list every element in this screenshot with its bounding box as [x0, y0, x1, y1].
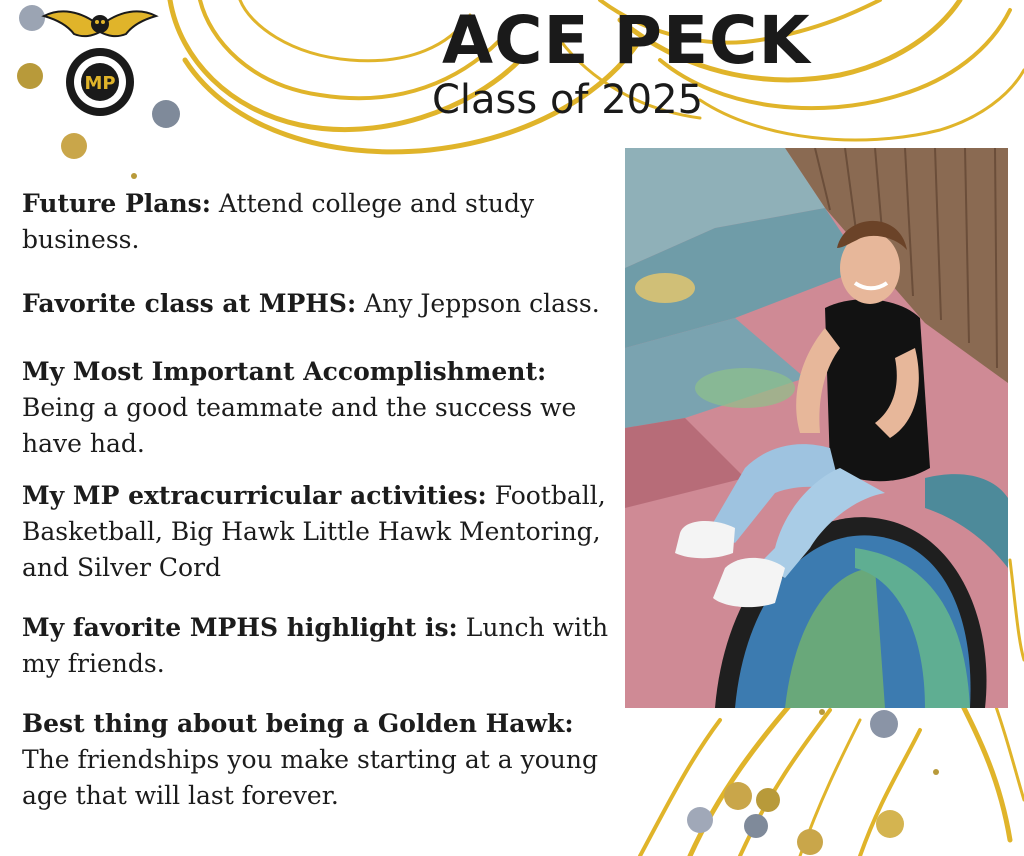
student-photo: [625, 148, 1008, 708]
qa-answer: The friendships you make starting at a young age that will last forever.: [22, 745, 599, 810]
header: [0, 0, 1024, 140]
qa-favorite-class: [22, 286, 622, 322]
qa-answer: Lunch with my friends.: [22, 613, 609, 678]
qa-answer: Attend college and study business.: [22, 189, 535, 254]
qa-question: My favorite MPHS highlight is:: [22, 613, 458, 642]
qa-answer: Any Jeppson class.: [356, 289, 600, 318]
qa-question: Future Plans:: [22, 189, 211, 218]
qa-highlight: [22, 610, 622, 682]
svg-text:MP: MP: [84, 73, 116, 94]
qa-question: Best thing about being a Golden Hawk:: [22, 709, 574, 738]
qa-question: My Most Important Accomplishment:: [22, 357, 547, 386]
qa-extracurricular: [22, 478, 622, 586]
student-name: ACE PECK: [442, 2, 811, 79]
qa-answer: Being a good teammate and the success we have had.: [22, 393, 577, 458]
class-year: Class of 2025: [432, 77, 704, 123]
qa-question: My MP extracurricular activities:: [22, 481, 487, 510]
qa-question: Favorite class at MPHS:: [22, 289, 357, 318]
qa-future-plans: [22, 186, 622, 258]
qa-golden-hawk: [22, 706, 622, 814]
qa-accomplishment: [22, 354, 622, 462]
qa-answer: Football, Basketball, Big Hawk Little Hawk Mentoring, and Silver Cord: [22, 481, 606, 582]
